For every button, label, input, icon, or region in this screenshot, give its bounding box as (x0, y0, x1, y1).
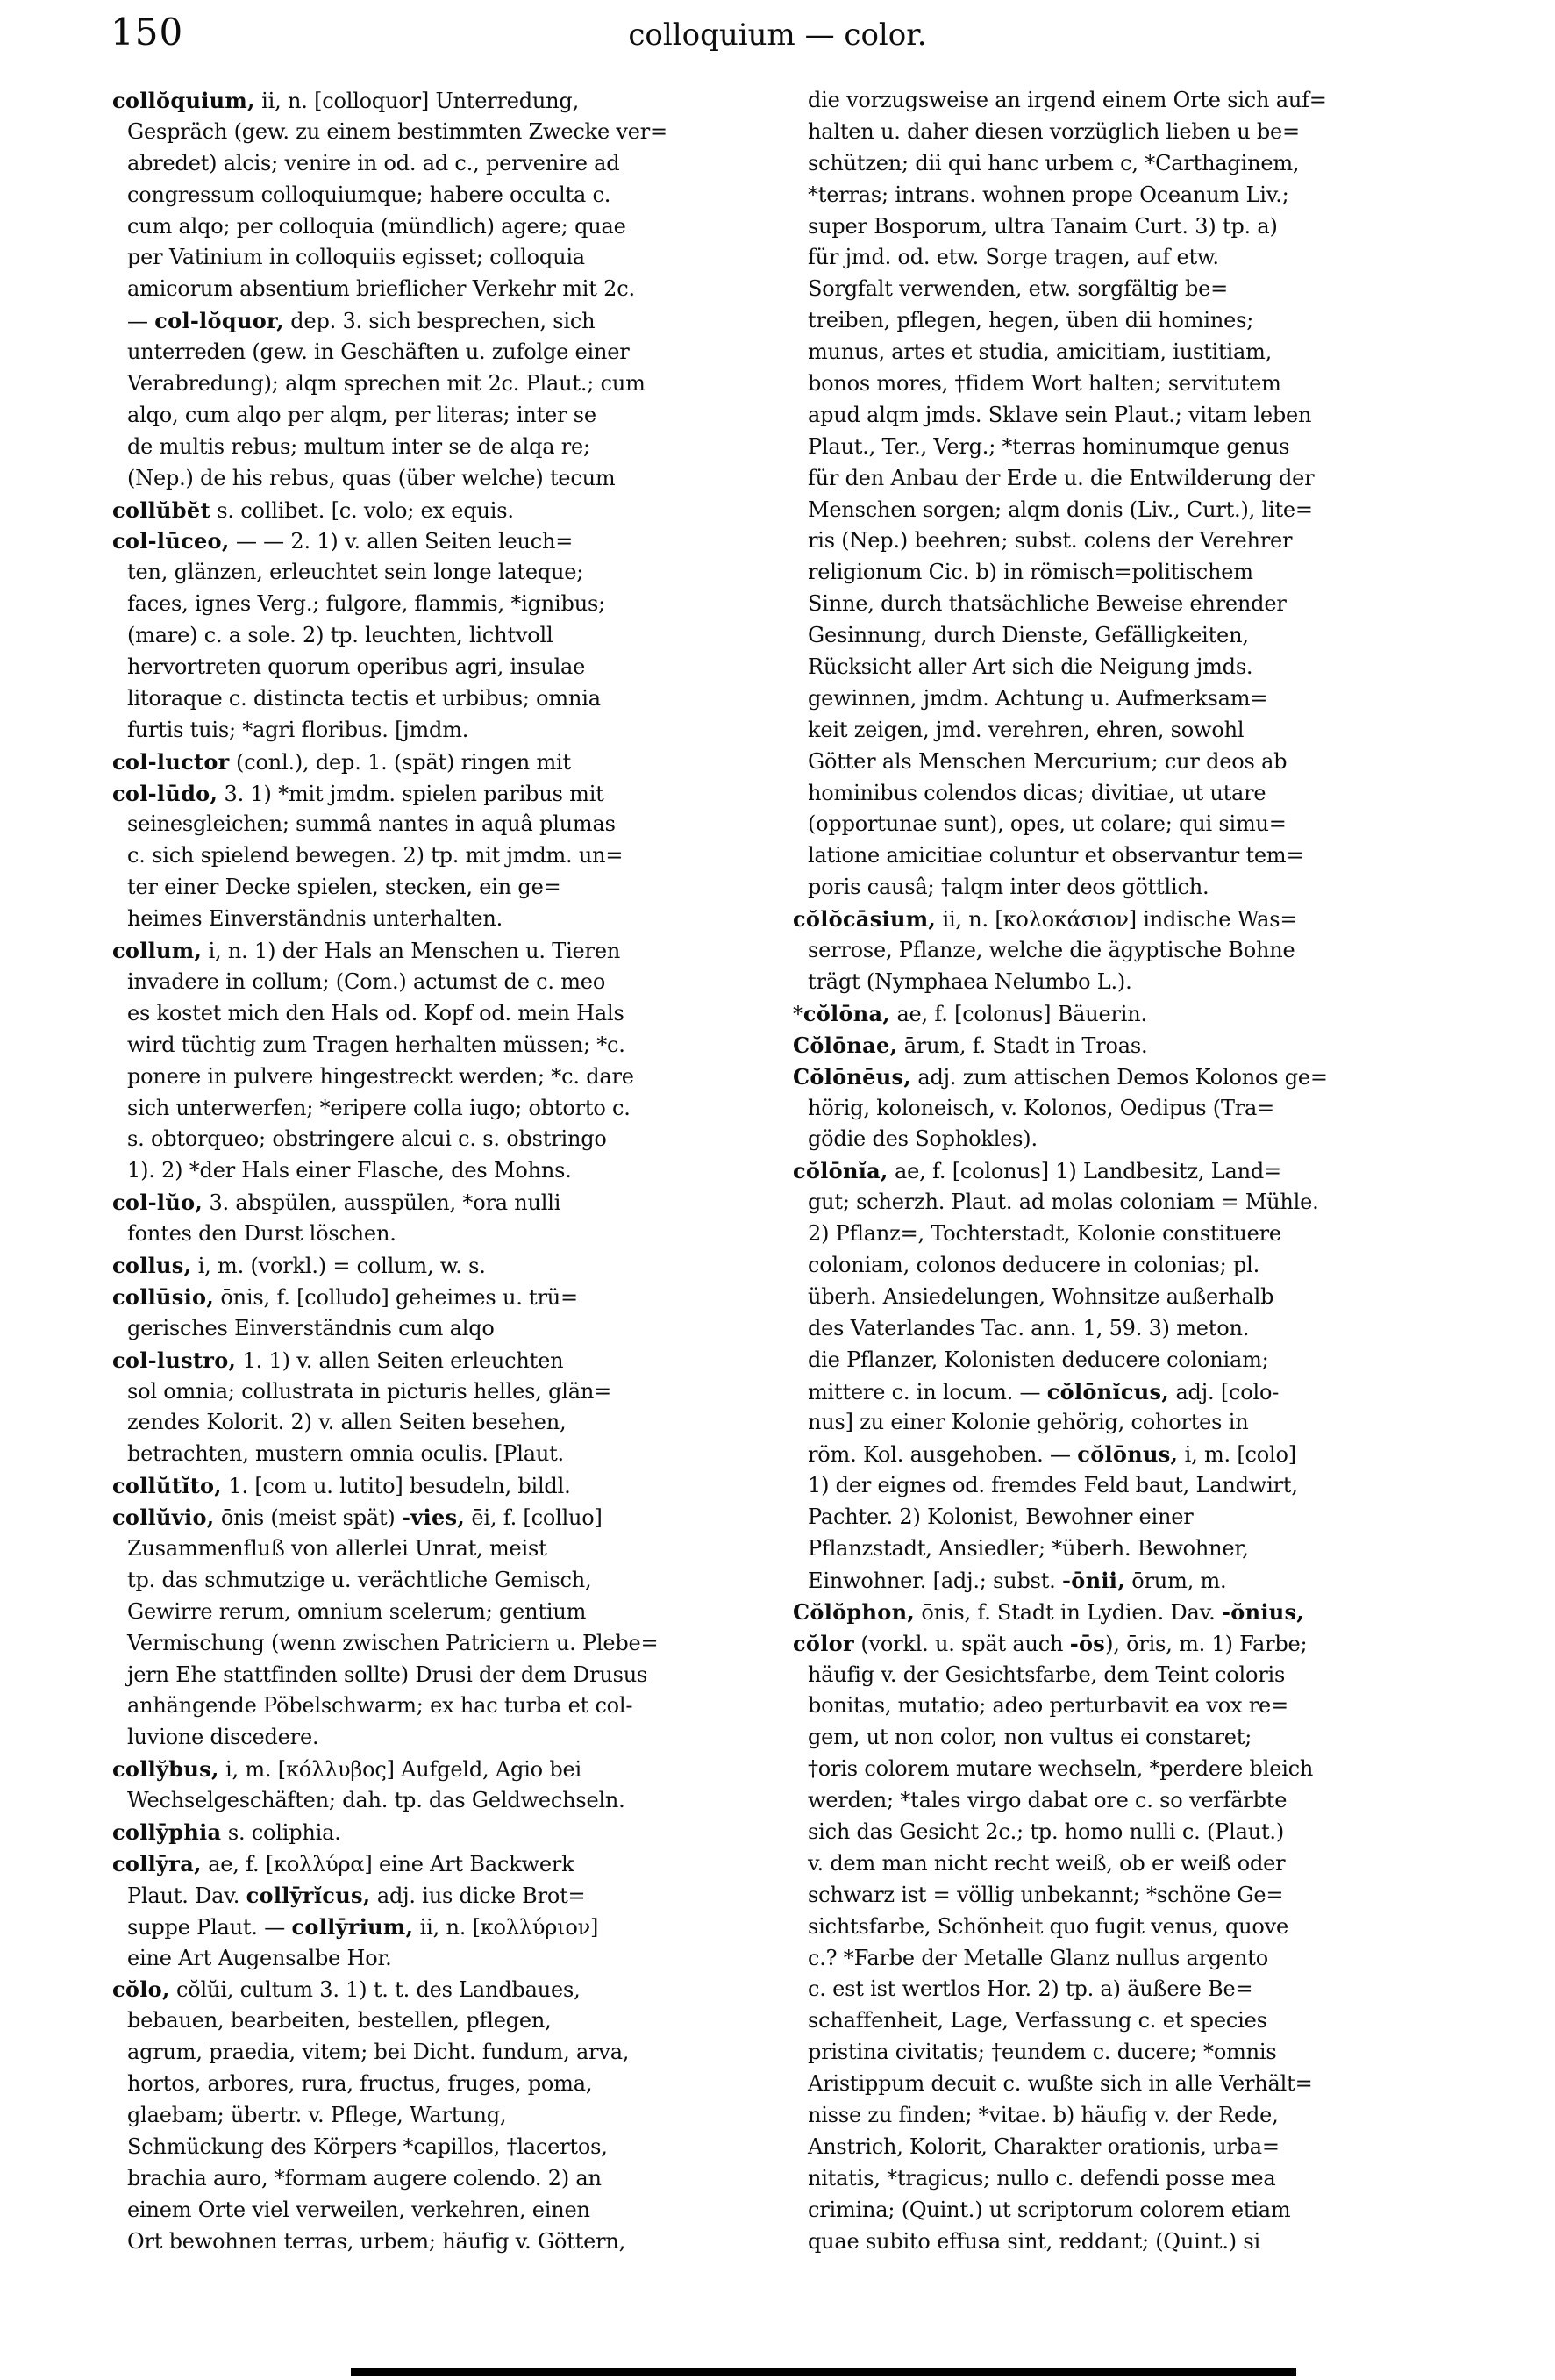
right-column-line: c. est ist wertlos Hor. 2) tp. a) äußere Be= (808, 1976, 1253, 2002)
left-column-line: ponere in pulvere hingestreckt werden; *c. dare (127, 1063, 634, 1089)
right-column-line: mittere c. in locum. — cŏlōnĭcus, adj. [colo- (808, 1378, 1280, 1404)
left-column-line: sich unterwerfen; *eripere colla iugo; obtorto c. (127, 1095, 631, 1120)
left-column-line: agrum, praedia, vitem; bei Dicht. fundum, arva, (127, 2040, 630, 2065)
right-column-line: röm. Kol. ausgehoben. — cŏlōnus, i, m. [colo] (808, 1441, 1296, 1468)
left-column-line: brachia auro, *formam augere colendo. 2) an (127, 2165, 602, 2191)
right-column-line: Menschen sorgen; alqm donis (Liv., Curt.), lite= (808, 497, 1313, 522)
left-column-line: cum alqo; per colloquia (mündlich) agere; quae (127, 213, 626, 239)
right-column-line: für den Anbau der Erde u. die Entwilderung der (808, 465, 1315, 490)
right-column-line: gem, ut non color, non vultus ei constaret; (808, 1725, 1252, 1750)
left-column-line: eine Art Augensalbe Hor. (127, 1945, 392, 1970)
left-column-line: collŏquium, ii, n. [colloquor] Unterredung, (112, 88, 580, 113)
left-column-line: (mare) c. a sole. 2) tp. leuchten, lichtvoll (127, 623, 553, 648)
left-column-line: c. sich spielend bewegen. 2) tp. mit jmdm. un= (127, 843, 624, 868)
left-column-line: invadere in collum; (Com.) actumst de c. meo (127, 968, 606, 994)
right-column-line: des Vaterlandes Tac. ann. 1, 59. 3) meton. (808, 1315, 1250, 1340)
left-column-line: es kostet mich den Hals od. Kopf od. mein Hals (127, 1000, 624, 1026)
right-column-line: Götter als Menschen Mercurium; cur deos ab (808, 748, 1288, 774)
right-column-line: schützen; dii qui hanc urbem c, *Carthaginem, (808, 150, 1300, 175)
right-column-line: Rücksicht aller Art sich die Neigung jmds. (808, 654, 1253, 680)
left-column-line: collŭbĕt s. collibet. [c. volo; ex equis. (112, 497, 514, 523)
left-column-line: s. obtorqueo; obstringere alcui c. s. obstringo (127, 1126, 607, 1152)
left-column-line: cŏlo, cŏlŭi, cultum 3. 1) t. t. des Landbaues, (112, 1976, 581, 2003)
right-column-line: trägt (Nymphaea Nelumbo L.). (808, 968, 1132, 994)
right-column-line: Gesinnung, durch Dienste, Gefälligkeiten, (808, 623, 1249, 648)
left-column-line: seinesgleichen; summâ nantes in aquâ plumas (127, 811, 616, 837)
right-column-line: Sorgfalt verwenden, etw. sorgfältig be= (808, 276, 1229, 302)
left-column-line: col-luctor (conl.), dep. 1. (spät) ringen mit (112, 748, 571, 775)
right-column-line: cŏlor (vorkl. u. spät auch -ōs), ōris, m. 1) Farbe; (793, 1630, 1308, 1656)
right-column-line: quae subito effusa sint, reddant; (Quint.) si (808, 2228, 1260, 2254)
left-column-line: tp. das schmutzige u. verächtliche Gemisch, (127, 1567, 592, 1592)
right-column-line: sichtsfarbe, Schönheit quo fugit venus, quove (808, 1913, 1289, 1939)
right-column-line: Anstrich, Kolorit, Charakter orationis, urba= (808, 2133, 1280, 2159)
right-column-line: †oris colorem mutare wechseln, *perdere bleich (808, 1756, 1314, 1782)
left-column-line: collȳphia s. coliphia. (112, 1819, 341, 1845)
left-column-line: litoraque c. distincta tectis et urbibus; omnia (127, 685, 601, 711)
right-column-line: crimina; (Quint.) ut scriptorum colorem etiam (808, 2197, 1291, 2222)
left-column-line: luvione discedere. (127, 1725, 319, 1750)
left-column-line: col-lustro, 1. 1) v. allen Seiten erleuchten (112, 1347, 564, 1373)
left-column-line: ter einer Decke spielen, stecken, ein ge= (127, 875, 561, 900)
right-column-line: überh. Ansiedelungen, Wohnsitze außerhalb (808, 1283, 1274, 1309)
left-column-line: fontes den Durst löschen. (127, 1221, 396, 1247)
right-column-line: Aristippum decuit c. wußte sich in alle Verhält= (808, 2071, 1313, 2097)
left-column-line: alqo, cum alqo per alqm, per literas; inter se (127, 402, 596, 427)
left-column-line: Schmückung des Körpers *capillos, †lacertos, (127, 2133, 608, 2159)
left-column-line: suppe Plaut. — collȳrium, ii, n. [κολλύριον] (127, 1913, 599, 1940)
right-column-line: nisse zu finden; *vitae. b) häufig v. der Rede, (808, 2103, 1279, 2127)
right-column-line: halten u. daher diesen vorzüglich lieben u be= (808, 118, 1300, 144)
right-column-line: hörig, koloneisch, v. Kolonos, Oedipus (Tra= (808, 1095, 1275, 1120)
left-column-line: wird tüchtig zum Tragen herhalten müssen; *c. (127, 1032, 625, 1057)
right-column-line: Cŏlōnēus, adj. zum attischen Demos Kolonos ge= (793, 1063, 1328, 1090)
right-column-line: cŏlŏcāsium, ii, n. [κολοκάσιον] indische Was= (793, 906, 1298, 933)
right-column-line: Pachter. 2) Kolonist, Bewohner einer (808, 1504, 1194, 1530)
left-column-line: Ort bewohnen terras, urbem; häufig v. Göttern, (127, 2228, 626, 2254)
right-column-line: Plaut., Ter., Verg.; *terras hominumque genus (808, 433, 1290, 459)
left-column-line: colly̆bus, i, m. [κόλλυβος] Aufgeld, Agio bei (112, 1756, 581, 1783)
right-column-line: latione amicitiae coluntur et observantur tem= (808, 843, 1304, 868)
left-column-line: Wechselgeschäften; dah. tp. das Geldwechseln. (127, 1788, 625, 1813)
left-column-line: Gespräch (gew. zu einem bestimmten Zwecke ver= (127, 118, 667, 144)
right-column-line: Sinne, durch thatsächliche Beweise ehrender (808, 591, 1287, 617)
left-column-line: Verabredung); alqm sprechen mit 2c. Plaut.; cum (127, 371, 646, 397)
left-column-line: bebauen, bearbeiten, bestellen, pflegen, (127, 2008, 552, 2033)
right-column-line: religionum Cic. b) in römisch=politischem (808, 560, 1253, 585)
left-column-line: per Vatinium in colloquiis egisset; colloquia (127, 245, 585, 270)
right-column-line: coloniam, colonos deducere in colonias; pl. (808, 1252, 1259, 1277)
left-column-line: sol omnia; collustrata in picturis helles, glän= (127, 1378, 611, 1404)
left-column (112, 85, 777, 2257)
right-column-line: Pflanzstadt, Ansiedler; *überh. Bewohner, (808, 1535, 1249, 1561)
left-column-line: collūsio, ōnis, f. [colludo] geheimes u. trü= (112, 1283, 578, 1310)
right-column-line: für jmd. od. etw. Sorge tragen, auf etw. (808, 245, 1219, 270)
left-column-line: einem Orte viel verweilen, verkehren, einen (127, 2197, 590, 2222)
right-column-line: super Bosporum, ultra Tanaim Curt. 3) tp. a) (808, 213, 1278, 239)
left-column-line: (Nep.) de his rebus, quas (über welche) tecum (127, 465, 616, 490)
right-column-line: keit zeigen, jmd. verehren, ehren, sowohl (808, 717, 1245, 742)
left-column-line: de multis rebus; multum inter se de alqa re; (127, 433, 590, 459)
right-column-line: munus, artes et studia, amicitiam, iustitiam, (808, 339, 1273, 365)
left-column-line: col-lŭo, 3. abspülen, ausspülen, *ora nulli (112, 1190, 561, 1216)
right-column-line: *terras; intrans. wohnen prope Oceanum Liv.; (808, 182, 1289, 207)
right-column-line: cŏlōnĭa, ae, f. [colonus] 1) Landbesitz, Land= (793, 1158, 1281, 1184)
left-column-line: unterreden (gew. in Geschäften u. zufolge einer (127, 339, 630, 365)
right-column-line: 2) Pflanz=, Tochterstadt, Kolonie constituere (808, 1221, 1281, 1247)
left-column-line: col-lūdo, 3. 1) *mit jmdm. spielen paribus mit (112, 780, 604, 806)
left-column-line: hortos, arbores, rura, fructus, fruges, poma, (127, 2071, 593, 2097)
right-column-line: die Pflanzer, Kolonisten deducere coloniam; (808, 1347, 1269, 1372)
right-column-line: schaffenheit, Lage, Verfassung c. et species (808, 2008, 1267, 2033)
left-column-line: heimes Einverständnis unterhalten. (127, 906, 503, 932)
right-column-line: *cŏlōna, ae, f. [colonus] Bäuerin. (793, 1000, 1147, 1026)
right-column-line: Cŏlŏphon, ōnis, f. Stadt in Lydien. Dav. -ŏnius, (793, 1598, 1304, 1625)
right-column-line: häufig v. der Gesichtsfarbe, dem Teint coloris (808, 1662, 1286, 1687)
right-column-line: bonos mores, †fidem Wort halten; servitutem (808, 371, 1281, 397)
left-column-line: faces, ignes Verg.; fulgore, flammis, *ignibus; (127, 591, 605, 617)
left-column-line: jern Ehe stattfinden sollte) Drusi der dem Drusus (127, 1662, 648, 1687)
right-column (793, 85, 1514, 2257)
right-column-line: sich das Gesicht 2c.; tp. homo nulli c. (Plaut.) (808, 1819, 1284, 1844)
right-column-line: schwarz ist = völlig unbekannt; *schöne Ge= (808, 1882, 1284, 1907)
right-column-line: werden; *tales virgo dabat ore c. so verfärbte (808, 1788, 1288, 1813)
left-column-line: betrachten, mustern omnia oculis. [Plaut. (127, 1441, 564, 1467)
right-column-line: poris causâ; †alqm inter deos göttlich. (808, 875, 1209, 900)
right-column-line: gödie des Sophokles). (808, 1126, 1038, 1152)
left-column-line: abredet) alcis; venire in od. ad c., pervenire ad (127, 150, 620, 175)
left-column-line: congressum colloquiumque; habere occulta c. (127, 182, 611, 207)
left-column-line: anhängende Pöbelschwarm; ex hac turba et col- (127, 1693, 633, 1719)
left-column-line: Vermischung (wenn zwischen Patriciern u. Plebe= (127, 1630, 659, 1655)
left-column-line: glaebam; übertr. v. Pflege, Wartung, (127, 2103, 507, 2127)
left-column-line: zendes Kolorit. 2) v. allen Seiten besehen, (127, 1410, 567, 1435)
right-column-line: die vorzugsweise an irgend einem Orte sich auf= (808, 88, 1327, 112)
right-column-line: c.? *Farbe der Metalle Glanz nullus argento (808, 1945, 1269, 1970)
left-column-line: hervortreten quorum operibus agri, insulae (127, 654, 586, 680)
left-column-line: furtis tuis; *agri floribus. [jmdm. (127, 717, 469, 742)
right-column-line: Einwohner. [adj.; subst. -ōnii, ōrum, m. (808, 1567, 1227, 1593)
left-column-line: collum, i, n. 1) der Hals an Menschen u. Tieren (112, 938, 621, 964)
left-column-line: gerisches Einverständnis cum alqo (127, 1315, 495, 1340)
right-column-line: 1) der eignes od. fremdes Feld baut, Landwirt, (808, 1473, 1298, 1498)
left-column-line: collȳra, ae, f. [κολλύρα] eine Art Backwerk (112, 1850, 574, 1876)
left-column-line: collŭtĭto, 1. [com u. lutito] besudeln, bildl. (112, 1473, 571, 1499)
left-column-line: collus, i, m. (vorkl.) = collum, w. s. (112, 1252, 486, 1278)
left-column-line: Plaut. Dav. collȳrĭcus, adj. ius dicke Brot= (127, 1882, 586, 1908)
right-column-line: Cŏlōnae, ārum, f. Stadt in Troas. (793, 1032, 1148, 1058)
left-column-line: Gewirre rerum, omnium scelerum; gentium (127, 1598, 587, 1624)
right-column-line: serrose, Pflanze, welche die ägyptische Bohne (808, 938, 1295, 963)
scan-artifact-bar (351, 2368, 1296, 2376)
left-column-line: Zusammenfluß von allerlei Unrat, meist (127, 1535, 547, 1561)
right-column-line: apud alqm jmds. Sklave sein Plaut.; vitam leben (808, 402, 1312, 427)
right-column-line: (opportunae sunt), opes, ut colare; qui simu= (808, 811, 1287, 837)
running-head: colloquium — color. (628, 18, 927, 53)
right-column-line: ris (Nep.) beehren; subst. colens der Verehrer (808, 528, 1293, 554)
page-number: 150 (111, 11, 184, 54)
left-column-line: 1). 2) *der Hals einer Flasche, des Mohns. (127, 1158, 572, 1183)
right-column-line: hominibus colendos dicas; divitiae, ut utare (808, 780, 1266, 805)
left-column-line: collŭvio, ōnis (meist spät) -vies, ēi, f. [colluo] (112, 1504, 603, 1531)
right-column-line: bonitas, mutatio; adeo perturbavit ea vox re= (808, 1693, 1288, 1719)
right-column-line: pristina civitatis; †eundem c. ducere; *omnis (808, 2040, 1277, 2065)
right-column-line: nus] zu einer Kolonie gehörig, cohortes in (808, 1410, 1249, 1435)
right-column-line: nitatis, *tragicus; nullo c. defendi posse mea (808, 2165, 1276, 2191)
left-column-line: ten, glänzen, erleuchtet sein longe lateque; (127, 560, 584, 585)
left-column-line: col-lūceo, — — 2. 1) v. allen Seiten leuch= (112, 528, 574, 554)
left-column-line: amicorum absentium brieflicher Verkehr mit 2c. (127, 276, 635, 302)
right-column-line: v. dem man nicht recht weiß, ob er weiß oder (808, 1850, 1286, 1876)
right-column-line: gewinnen, jmdm. Achtung u. Aufmerksam= (808, 685, 1268, 711)
right-column-line: gut; scherzh. Plaut. ad molas coloniam = Mühle. (808, 1190, 1319, 1215)
left-column-line: — col-lŏquor, dep. 3. sich besprechen, sich (127, 308, 596, 334)
right-column-line: treiben, pflegen, hegen, üben dii homines; (808, 308, 1254, 333)
